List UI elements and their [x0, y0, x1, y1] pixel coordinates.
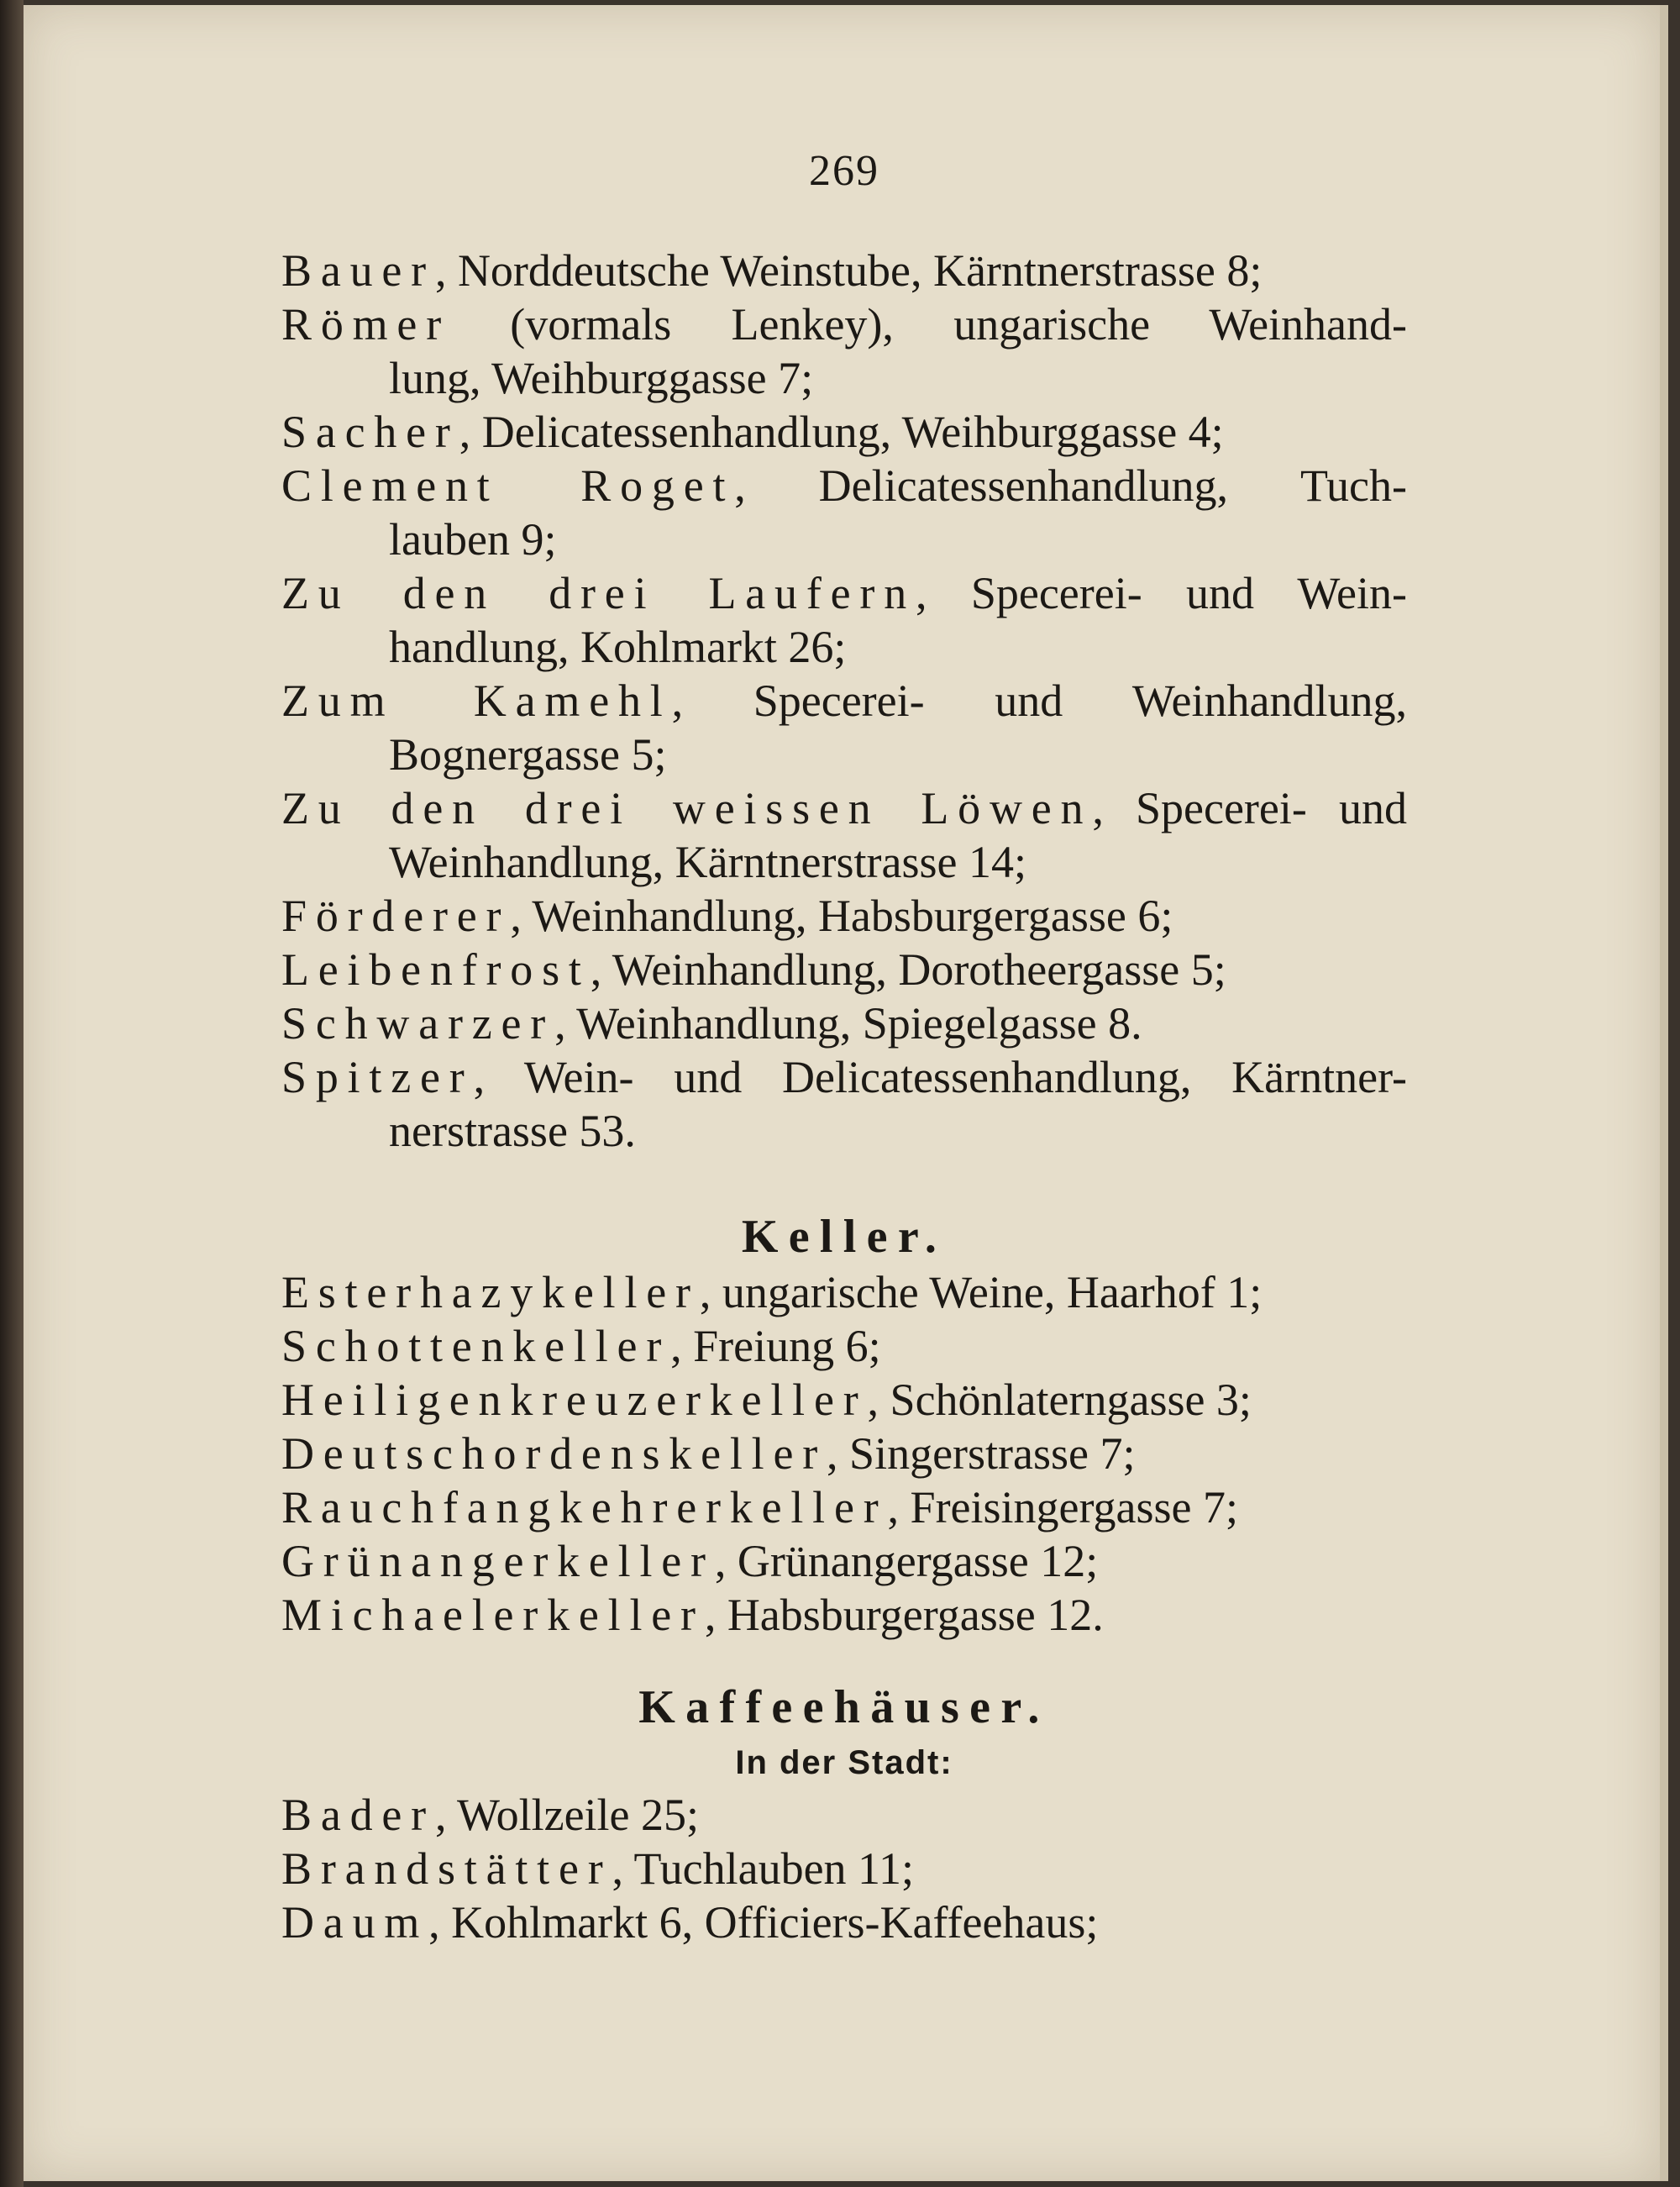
entry-line	[281, 405, 1407, 459]
entry-line	[281, 244, 1407, 297]
entry-name: Brandstätter	[281, 1843, 612, 1894]
entry-line	[281, 1427, 1407, 1480]
entry-name: Zu den drei weissen Löwen	[281, 783, 1093, 833]
section-heading-kaffeehaeuser: Kaffeehäuser.	[638, 1681, 1050, 1733]
entry-text: , Delicatessenhandlung, Weihburggasse 4;	[459, 407, 1224, 457]
entry-line	[281, 1265, 1407, 1319]
section-heading-keller: Keller.	[741, 1211, 948, 1263]
entry-line	[281, 1534, 1407, 1588]
entry-name: Leibenfrost	[281, 944, 591, 995]
subheading-in-der-stadt: In der Stadt:	[735, 1744, 953, 1781]
entry-line	[281, 1373, 1407, 1427]
entry-text: , Kohlmarkt 6, Officiers-Kaffeehaus;	[428, 1897, 1099, 1948]
entry-text: , Weinhandlung, Dorotheergasse 5;	[590, 944, 1226, 995]
book-spine-edge	[0, 0, 24, 2187]
entry-name: Schottenkeller	[281, 1321, 671, 1371]
entry-text: , Delicatessenhandlung, Tuch-	[734, 460, 1407, 511]
entry-name: Rauchfangkehrerkeller	[281, 1482, 888, 1532]
entry-text: , ungarische Weine, Haarhof 1;	[699, 1267, 1263, 1317]
entry-text: , Tuchlauben 11;	[612, 1843, 915, 1894]
entry-text: , Habsburgergasse 12.	[704, 1590, 1104, 1640]
entry-line	[281, 889, 1407, 943]
entry-name: Bader	[281, 1790, 435, 1840]
entry-name: Daum	[281, 1897, 429, 1948]
entry-text: , Schönlaterngasse 3;	[867, 1375, 1252, 1425]
entry-continuation: handlung, Kohlmarkt 26;	[389, 622, 847, 672]
entry-name: Sacher	[281, 407, 459, 457]
entry-text: , Wollzeile 25;	[434, 1790, 700, 1840]
page-number: 269	[809, 147, 879, 195]
entry-line	[281, 674, 1407, 728]
entry-line	[281, 996, 1407, 1050]
entry-continuation: Weinhandlung, Kärntnerstrasse 14;	[389, 837, 1026, 887]
entry-continuation: nerstrasse 53.	[389, 1106, 636, 1156]
entry-text: , Specerei- und Wein-	[916, 568, 1407, 618]
entry-name: Förderer	[281, 891, 511, 941]
entry-line	[281, 459, 1407, 513]
entry-line	[281, 943, 1407, 996]
entry-name: Grünangerkeller	[281, 1536, 715, 1586]
entry-text: , Specerei- und Weinhandlung,	[671, 676, 1407, 726]
entry-text: , Weinhandlung, Habsburgergasse 6;	[510, 891, 1173, 941]
entry-name: Bauer	[281, 245, 435, 296]
entry-line	[281, 1788, 1407, 1842]
entry-line	[281, 566, 1407, 620]
entry-line	[281, 1895, 1407, 1949]
entry-name: Zu den drei Laufern	[281, 568, 916, 618]
entry-line	[281, 1588, 1407, 1642]
entry-line	[281, 1319, 1407, 1373]
entry-line	[281, 781, 1407, 835]
entry-text: (vormals Lenkey), ungarische Weinhand-	[449, 299, 1407, 350]
entry-text: , Specerei- und	[1092, 783, 1407, 833]
entry-name: Michaelerkeller	[281, 1590, 705, 1640]
entry-continuation: lung, Weihburggasse 7;	[389, 353, 814, 403]
entry-text: , Norddeutsche Weinstube, Kärntnerstrasse 8;	[434, 245, 1263, 296]
entry-line	[281, 1050, 1407, 1104]
entry-name: Deutschordenskeller	[281, 1428, 827, 1479]
entry-continuation: lauben 9;	[389, 514, 557, 565]
entry-continuation: Bognergasse 5;	[389, 729, 667, 780]
entry-name: Römer	[281, 299, 450, 350]
entry-text: , Weinhandlung, Spiegelgasse 8.	[554, 998, 1142, 1049]
entry-name: Clement Roget	[281, 460, 735, 511]
entry-line	[281, 1842, 1407, 1895]
entry-line	[281, 297, 1407, 351]
entry-line	[281, 1480, 1407, 1534]
entry-text: , Wein- und Delicatessenhandlung, Kärntner-	[473, 1052, 1407, 1102]
entry-text: , Freiung 6;	[670, 1321, 881, 1371]
entry-name: Spitzer	[281, 1052, 474, 1102]
entry-name: Schwarzer	[281, 998, 555, 1049]
entry-text: , Freisingergasse 7;	[887, 1482, 1238, 1532]
entry-name: Zum Kamehl	[281, 676, 672, 726]
entry-name: Heiligenkreuzerkeller	[281, 1375, 868, 1425]
entry-text: , Singerstrasse 7;	[827, 1428, 1136, 1479]
entry-text: , Grünangergasse 12;	[714, 1536, 1099, 1586]
entry-name: Esterhazykeller	[281, 1267, 700, 1317]
